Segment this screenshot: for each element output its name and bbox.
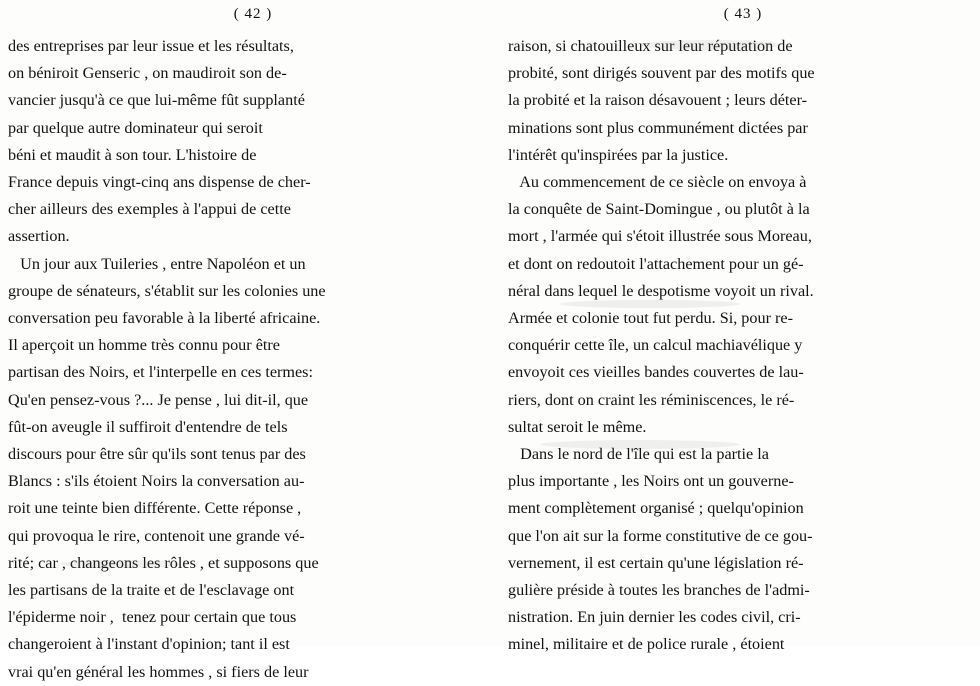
text-line: nistration. En juin dernier les codes civil, cri- xyxy=(508,608,801,627)
left-page-number: ( 42 ) xyxy=(233,6,273,22)
text-line: minel, militaire et de police rurale , étoient xyxy=(508,635,785,654)
text-line: minations sont plus communément dictées par xyxy=(508,118,808,137)
text-line: et dont on redoutoit l'attachement pour un gé- xyxy=(508,254,804,273)
text-line: assertion. xyxy=(8,227,70,246)
text-line: partisan des Noirs, et l'interpelle en ces termes: xyxy=(8,363,313,382)
text-line: envoyoit ces vieilles bandes couvertes de lau- xyxy=(508,363,804,382)
text-line: vancier jusqu'à ce que lui-même fût supplanté xyxy=(8,91,305,110)
text-line: Armée et colonie tout fut perdu. Si, pour re- xyxy=(508,309,793,328)
right-page-number: ( 43 ) xyxy=(723,6,763,22)
text-line: néral dans lequel le despotisme voyoit un rival. xyxy=(508,281,814,300)
text-line: roit une teinte bien différente. Cette réponse , xyxy=(8,499,302,518)
text-line: on béniroit Genseric , on maudiroit son de- xyxy=(8,64,287,83)
text-line: que l'on ait sur la forme constitutive de ce gou- xyxy=(508,526,813,545)
text-line: conversation peu favorable à la liberté africaine. xyxy=(8,309,321,328)
text-line: Blancs : s'ils étoient Noirs la conversation au- xyxy=(8,472,305,491)
text-line: Un jour aux Tuileries , entre Napoléon et un xyxy=(8,254,306,273)
text-line: riers, dont on craint les réminiscences, le ré- xyxy=(508,390,795,409)
text-line: les partisans de la traite et de l'esclavage ont xyxy=(8,581,295,600)
left-column-text xyxy=(8,33,468,686)
text-line: fût-on aveugle il suffiroit d'entendre de tels xyxy=(8,417,288,436)
text-line: l'intérêt qu'inspirées par la justice. xyxy=(508,145,729,164)
right-column xyxy=(508,0,968,654)
text-line: par quelque autre dominateur qui seroit xyxy=(8,118,263,137)
text-line: changeroient à l'instant d'opinion; tant il est xyxy=(8,635,290,654)
text-line: qui provoqua le rire, contenoit une grande vé- xyxy=(8,526,305,545)
text-line: l'épiderme noir , tenez pour certain que tous xyxy=(8,608,297,627)
text-line: Qu'en pensez-vous ?... Je pense , lui dit-il, que xyxy=(8,390,309,409)
text-line: rité; car , changeons les rôles , et supposons que xyxy=(8,553,319,572)
text-line: discours pour être sûr qu'ils sont tenus par des xyxy=(8,445,306,464)
text-line: vrai qu'en général les hommes , si fiers de leur xyxy=(8,662,309,681)
left-column xyxy=(8,0,468,681)
text-line: Il aperçoit un homme très connu pour être xyxy=(8,336,280,355)
text-line: Au commencement de ce siècle on envoya à xyxy=(508,173,807,192)
text-line: des entreprises par leur issue et les résultats, xyxy=(8,37,294,55)
text-line: sultat seroit le même. xyxy=(508,417,647,436)
text-line: raison, si chatouilleux sur leur réputation de xyxy=(508,37,793,55)
text-line: béni et maudit à son tour. L'histoire de xyxy=(8,145,257,164)
text-line: probité, sont dirigés souvent par des motifs que xyxy=(508,64,815,83)
text-line: Dans le nord de l'île qui est la partie la xyxy=(508,445,769,464)
text-line: groupe de sénateurs, s'établit sur les colonies une xyxy=(8,281,326,300)
text-line: France depuis vingt-cinq ans dispense de cher- xyxy=(8,173,311,192)
text-line: gulière préside à toutes les branches de l'admi- xyxy=(508,581,810,600)
text-line: conquérir cette île, un calcul machiavélique y xyxy=(508,336,803,355)
text-line: vernement, il est certain qu'une législation ré- xyxy=(508,553,804,572)
text-line: mort , l'armée qui s'étoit illustrée sous Moreau, xyxy=(508,227,812,246)
text-line: ment complètement organisé ; quelqu'opinion xyxy=(508,499,804,518)
text-line: plus importante , les Noirs ont un gouverne- xyxy=(508,472,794,491)
text-line: cher ailleurs des exemples à l'appui de cette xyxy=(8,200,291,219)
right-column-text xyxy=(508,33,968,659)
text-line: la probité et la raison désavouent ; leurs déter- xyxy=(508,91,808,110)
text-line: la conquête de Saint-Domingue , ou plutôt à la xyxy=(508,200,810,219)
